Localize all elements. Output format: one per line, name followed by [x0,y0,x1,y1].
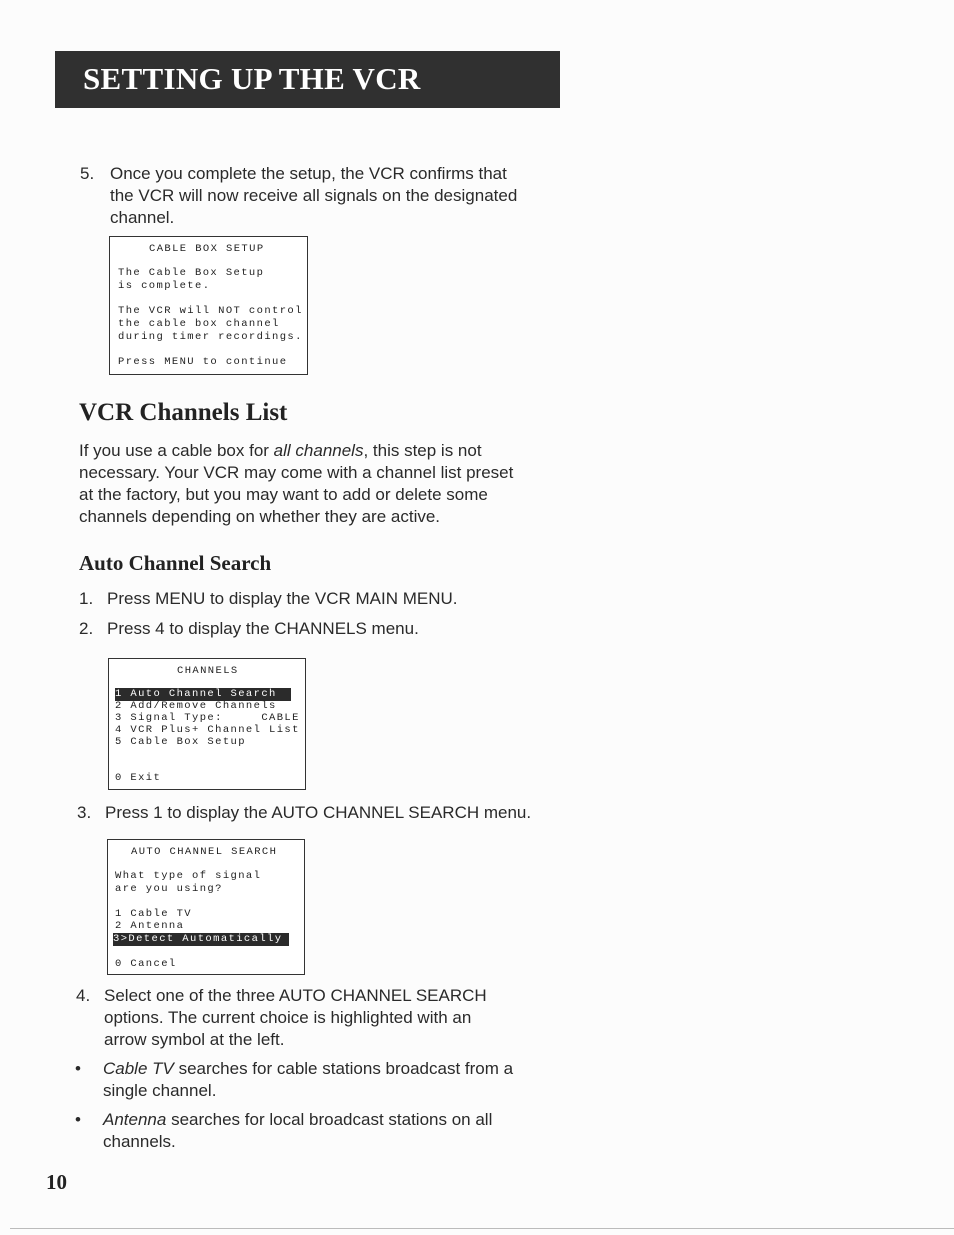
step-text-line: Once you complete the setup, the VCR confirms that [110,164,507,183]
footer-divider [10,1228,954,1229]
screen-line: is complete. [118,280,211,292]
screen-title: CHANNELS [177,665,239,677]
menu-item: 2 Add/Remove Channels [115,700,277,712]
menu-cancel: 0 Cancel [115,958,177,970]
intro-line: channels depending on whether they are active. [79,507,441,526]
screen-line: What type of signal [115,870,262,882]
screen-line: The Cable Box Setup [118,267,265,279]
menu-option: 1 Cable TV [115,908,193,920]
screen-line: are you using? [115,883,223,895]
bullet-text-line2: single channel. [103,1081,217,1100]
menu-item-highlighted: 1 Auto Channel Search [115,688,291,701]
screen-title: AUTO CHANNEL SEARCH [131,846,278,858]
intro-italic: all channels [273,441,364,460]
intro-text: , this step is not [363,441,482,460]
menu-item: 3 Signal Type: CABLE [115,712,300,724]
bullet-dot: • [75,1110,81,1129]
intro-text: If you use a cable box for [79,441,274,460]
screen-line: during timer recordings. [118,331,303,343]
step-text: Press MENU to display the VCR MAIN MENU. [107,589,458,608]
bullet-dot: • [75,1059,81,1078]
menu-item: 4 VCR Plus+ Channel List [115,724,300,736]
intro-line: at the factory, but you may want to add or delete some [79,485,488,504]
intro-line: necessary. Your VCR may come with a channel list preset [79,463,514,482]
screen-title: CABLE BOX SETUP [149,243,265,255]
step-number: 4. [76,986,91,1005]
step-number: 1. [79,589,94,608]
step-number: 3. [77,803,92,822]
screen-line: The VCR will NOT control [118,305,303,317]
step-text-line: channel. [110,208,175,227]
screen-line: Press MENU to continue [118,356,288,368]
auto-channel-search-screen [107,839,305,975]
menu-option-highlighted: 3>Detect Automatically [113,933,289,946]
channels-list-intro [79,440,559,528]
bullet-text-line2: channels. [103,1132,176,1151]
screen-line: the cable box channel [118,318,280,330]
section-header-title: SETTING UP THE VCR [83,61,421,96]
bullet-term: Cable TV [103,1059,174,1078]
menu-item: 5 Cable Box Setup [115,736,246,748]
bullet-text: searches for local broadcast stations on all [166,1110,493,1129]
page-number: 10 [46,1170,67,1194]
menu-exit: 0 Exit [115,772,162,784]
step-text: Press 1 to display the AUTO CHANNEL SEARCH menu. [105,803,532,822]
bullet-term: Antenna [103,1110,167,1129]
step-text-line: arrow symbol at the left. [104,1030,285,1049]
channels-menu-screen [108,658,306,790]
step-text-line: Select one of the three AUTO CHANNEL SEARCH [104,986,487,1005]
step-text-line: the VCR will now receive all signals on the designated [110,186,518,205]
menu-option: 2 Antenna [115,920,185,932]
cable-box-setup-screen [109,236,308,375]
auto-channel-search-heading: Auto Channel Search [79,551,272,575]
channels-list-heading: VCR Channels List [79,399,288,426]
bullet-text: searches for cable stations broadcast from a [173,1059,514,1078]
step-text-line: options. The current choice is highlighted with an [104,1008,472,1027]
step-number: 2. [79,619,94,638]
step-text: Press 4 to display the CHANNELS menu. [107,619,419,638]
section-header-bar [55,51,560,108]
step-number: 5. [80,164,95,183]
